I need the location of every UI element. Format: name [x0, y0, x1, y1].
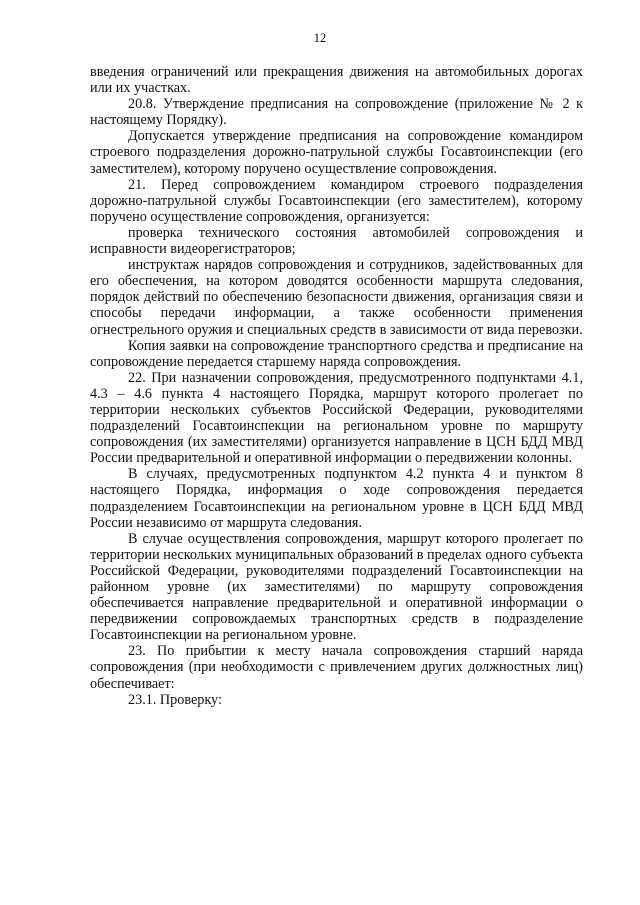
paragraph-12: 23.1. Проверку:	[128, 691, 222, 708]
paragraph-11: 23. По прибытии к месту начала сопровождения старший наряда сопровождения (при необходимости с привлечением других должностных лиц) обеспечивает:	[90, 643, 583, 692]
paragraph-10: В случае осуществления сопровождения, маршрут которого пролегает по территории нескольких муниципальных образований в пределах одного субъекта Российской Федерации, руководителями подразделений Госавтоинспекции на районном уровне (их заместителями) по маршруту сопровождения обеспечивается направление предварительной и оперативной информации о передвижении сопровождаемых транспортных средств в подразделение Госавтоинспекции на региональном уровне.	[90, 530, 583, 644]
document-body	[90, 64, 583, 708]
paragraph-7: Копия заявки на сопровождение транспортного средства и предписание на сопровождение передается старшему наряда сопровождения.	[90, 337, 583, 370]
paragraph-9: В случаях, предусмотренных подпунктом 4.2 пункта 4 и пунктом 8 настоящего Порядка, информация о ходе сопровождения передается подразделением Госавтоинспекции на региональном уровне в ЦСН БДД МВД России независимо от маршрута следования.	[90, 466, 583, 531]
paragraph-6: инструктаж нарядов сопровождения и сотрудников, задействованных для его обеспечения, на котором доводятся особенности маршрута следования, порядок действий по обеспечению безопасности движения, организация связи и способы передачи информации, а также особенности применения огнестрельного оружия и специальных средств в зависимости от вида перевозки.	[90, 257, 583, 338]
page-number: 12	[313, 31, 327, 45]
paragraph-8: 22. При назначении сопровождения, предусмотренного подпунктами 4.1, 4.3 – 4.6 пункта 4 настоящего Порядка, маршрут которого пролегает по территории нескольких субъектов Российской Федерации, руководителями подразделений Госавтоинспекции на региональном уровне по маршруту сопровождения (их заместителями) организуется направление в ЦСН БДД МВД России предварительной и оперативной информации о передвижении колонны.	[90, 369, 583, 467]
paragraph-1: введения ограничений или прекращения движения на автомобильных дорогах или их участках.	[90, 64, 583, 97]
paragraph-2: 20.8. Утверждение предписания на сопровождение (приложение № 2 к настоящему Порядку).	[90, 96, 583, 129]
paragraph-5: проверка технического состояния автомобилей сопровождения и исправности видеорегистраторов;	[90, 224, 583, 258]
paragraph-4: 21. Перед сопровождением командиром строевого подразделения дорожно-патрульной службы Госавтоинспекции (его заместителем), которому поручено осуществление сопровождения, организуется:	[90, 176, 583, 225]
paragraph-3: Допускается утверждение предписания на сопровождение командиром строевого подразделения дорожно-патрульной службы Госавтоинспекции (его заместителем), которому поручено осуществление сопровождения.	[90, 128, 583, 177]
